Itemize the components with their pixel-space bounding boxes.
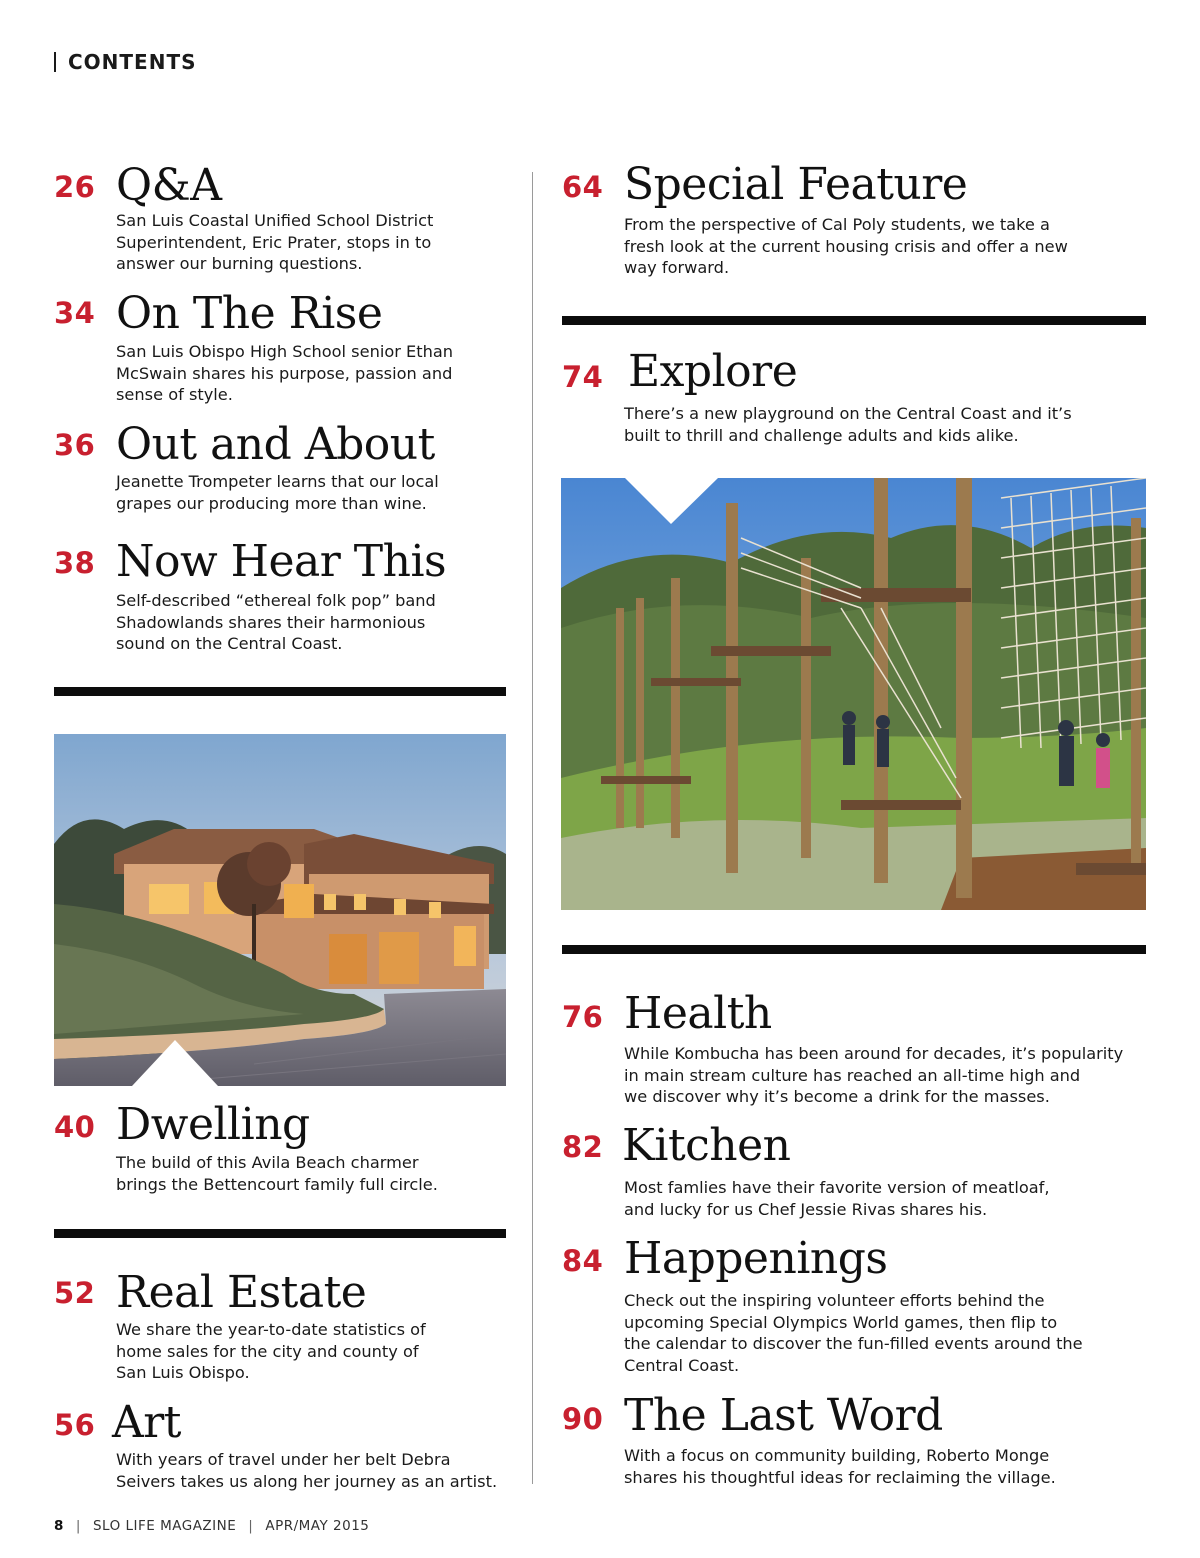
entry-description: San Luis Coastal Unified School District Superintendent, Eric Prater, stops in to answer our burning questions.	[116, 211, 434, 273]
entry-title: Explore	[628, 346, 798, 397]
entry-title: Real Estate	[116, 1267, 367, 1318]
entry-title: Kitchen	[622, 1120, 791, 1171]
footer-separator: |	[75, 1518, 81, 1534]
page-number: 52	[54, 1276, 96, 1310]
footer-separator: |	[248, 1518, 254, 1534]
folio-number: 8	[54, 1518, 64, 1534]
page-number: 82	[562, 1130, 604, 1164]
header-bar	[54, 52, 56, 72]
page-number: 56	[54, 1408, 96, 1442]
entry-title: Health	[624, 988, 772, 1039]
page-number: 84	[562, 1244, 604, 1278]
page-number: 38	[54, 546, 96, 580]
entry-description: With a focus on community building, Roberto Monge shares his thoughtful ideas for reclaiming the village.	[624, 1446, 1056, 1487]
page-number: 76	[562, 1000, 604, 1034]
dwelling-photo	[54, 734, 506, 1086]
explore-photo	[561, 478, 1146, 910]
entry-description: There’s a new playground on the Central Coast and it’s built to thrill and challenge adults and kids alike.	[624, 404, 1072, 445]
section-rule	[54, 687, 506, 696]
section-rule	[54, 1229, 506, 1238]
page-number: 90	[562, 1402, 604, 1436]
entry-description: Check out the inspiring volunteer efforts behind the upcoming Special Olympics World games, then flip to the calendar to discover the fun-filled events around the Central Coast.	[624, 1291, 1083, 1375]
page-footer	[54, 1518, 369, 1534]
entry-description: San Luis Obispo High School senior Ethan McSwain shares his purpose, passion and sense of style.	[116, 342, 454, 404]
section-label: CONTENTS	[68, 50, 197, 74]
entry-description: While Kombucha has been around for decades, it’s popularity in main stream culture has reached an all-time high and we discover why it’s become a drink for the masses.	[624, 1044, 1124, 1106]
entry-title: Art	[112, 1397, 181, 1448]
page-number: 74	[562, 360, 604, 394]
page-number: 26	[54, 170, 96, 204]
page-number: 36	[54, 428, 96, 462]
entry-title: Dwelling	[116, 1099, 310, 1150]
entry-description: Self-described “ethereal folk pop” band Shadowlands shares their harmonious sound on the Central Coast.	[116, 591, 436, 653]
entry-title: Now Hear This	[116, 536, 447, 587]
entry-title: On The Rise	[116, 288, 383, 339]
entry-title: Special Feature	[624, 159, 968, 210]
entry-description: From the perspective of Cal Poly students, we take a fresh look at the current housing crisis and offer a new way forward.	[624, 215, 1068, 277]
entry-description: Jeanette Trompeter learns that our local grapes our producing more than wine.	[116, 472, 439, 513]
magazine-name: SLO LIFE MAGAZINE	[92, 1518, 237, 1534]
entry-description: The build of this Avila Beach charmer brings the Bettencourt family full circle.	[116, 1153, 438, 1194]
page-number: 64	[562, 170, 604, 204]
entry-description: With years of travel under her belt Debra Seivers takes us along her journey as an artist.	[116, 1450, 498, 1491]
entry-title: The Last Word	[624, 1390, 943, 1441]
entry-description: Most famlies have their favorite version of meatloaf, and lucky for us Chef Jessie Rivas shares his.	[624, 1178, 1050, 1219]
entry-description: We share the year-to-date statistics of home sales for the city and county of San Luis Obispo.	[116, 1320, 426, 1382]
page-number: 34	[54, 296, 96, 330]
entry-title: Q&A	[116, 160, 222, 211]
section-rule	[562, 945, 1146, 954]
entry-title: Out and About	[116, 419, 435, 470]
section-rule	[562, 316, 1146, 325]
entry-title: Happenings	[624, 1233, 888, 1284]
section-header	[54, 50, 197, 74]
page-number: 40	[54, 1110, 96, 1144]
issue-date: APR/MAY 2015	[265, 1518, 370, 1534]
